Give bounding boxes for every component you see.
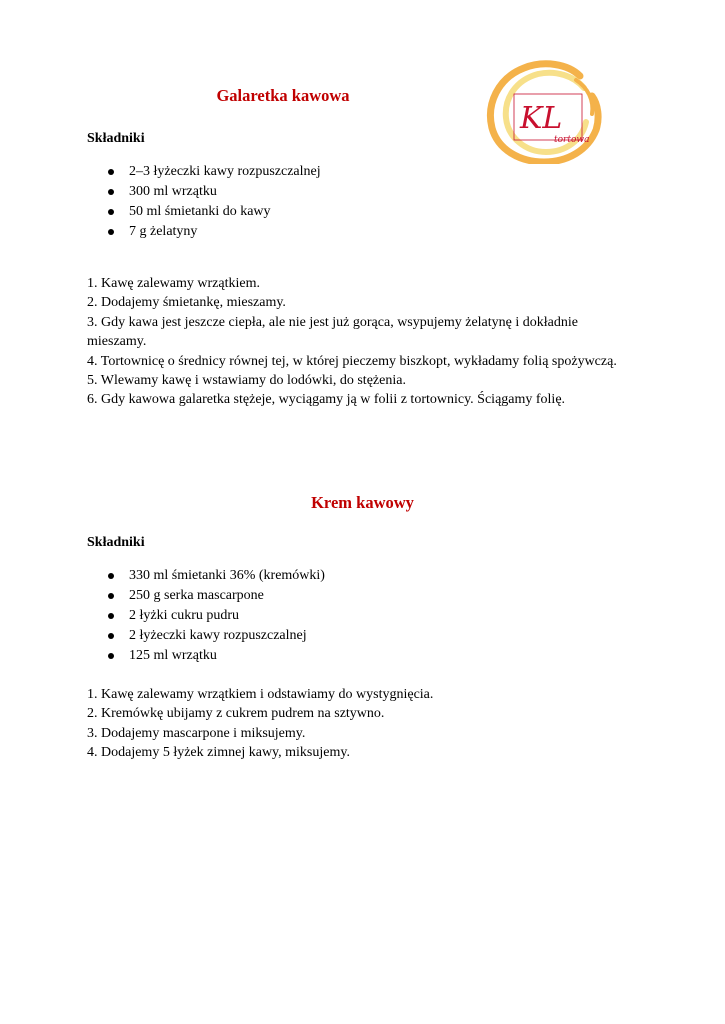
kl-tortowa-logo [484,58,602,164]
step-item: 2. Dodajemy śmietankę, mieszamy. [87,295,286,311]
recipe-title: Krem kawowy [311,493,414,512]
step-item: 4. Tortownicę o średnicy równej tej, w której pieczemy biszkopt, wykładamy folią spożywczą. [87,353,617,369]
list-item: 7 g żelatyny [105,222,321,242]
step-item: 3. Dodajemy mascarpone i miksujemy. [87,725,306,741]
logo-subtitle: tortowa [554,135,590,145]
ingredients-list [105,162,321,242]
list-item: 250 g serka mascarpone [105,586,325,606]
steps-list [87,274,627,410]
ingredients-heading: Składniki [87,535,145,550]
step-item: 6. Gdy kawowa galaretka stężeje, wyciągamy ją w folii z tortownicy. Ściągamy folię. [87,392,566,408]
step-item: 5. Wlewamy kawę i wstawiamy do lodówki, do stężenia. [87,373,406,389]
ingredients-list [105,566,325,666]
step-item: 2. Kremówkę ubijamy z cukrem pudrem na sztywno. [87,706,385,722]
logo-letters: KL [520,101,563,136]
recipe-title: Galaretka kawowa [216,86,350,105]
list-item: 300 ml wrzątku [105,182,321,202]
step-item: 4. Dodajemy 5 łyżek zimnej kawy, miksujemy. [87,745,350,761]
step-item: 1. Kawę zalewamy wrzątkiem i odstawiamy do wystygnięcia. [87,687,434,702]
list-item: 50 ml śmietanki do kawy [105,202,321,222]
list-item: 125 ml wrzątku [105,646,325,666]
list-item: 2 łyżki cukru pudru [105,606,325,626]
step-item: 3. Gdy kawa jest jeszcze ciepła, ale nie jest już gorąca, wsypujemy żelatynę i dokładnie mieszamy. [87,314,578,350]
list-item: 2–3 łyżeczki kawy rozpuszczalnej [105,162,321,182]
ingredients-heading: Składniki [87,131,145,146]
steps-list [87,685,627,763]
list-item: 2 łyżeczki kawy rozpuszczalnej [105,626,325,646]
step-item: 1. Kawę zalewamy wrzątkiem. [87,276,260,291]
list-item: 330 ml śmietanki 36% (kremówki) [105,566,325,586]
